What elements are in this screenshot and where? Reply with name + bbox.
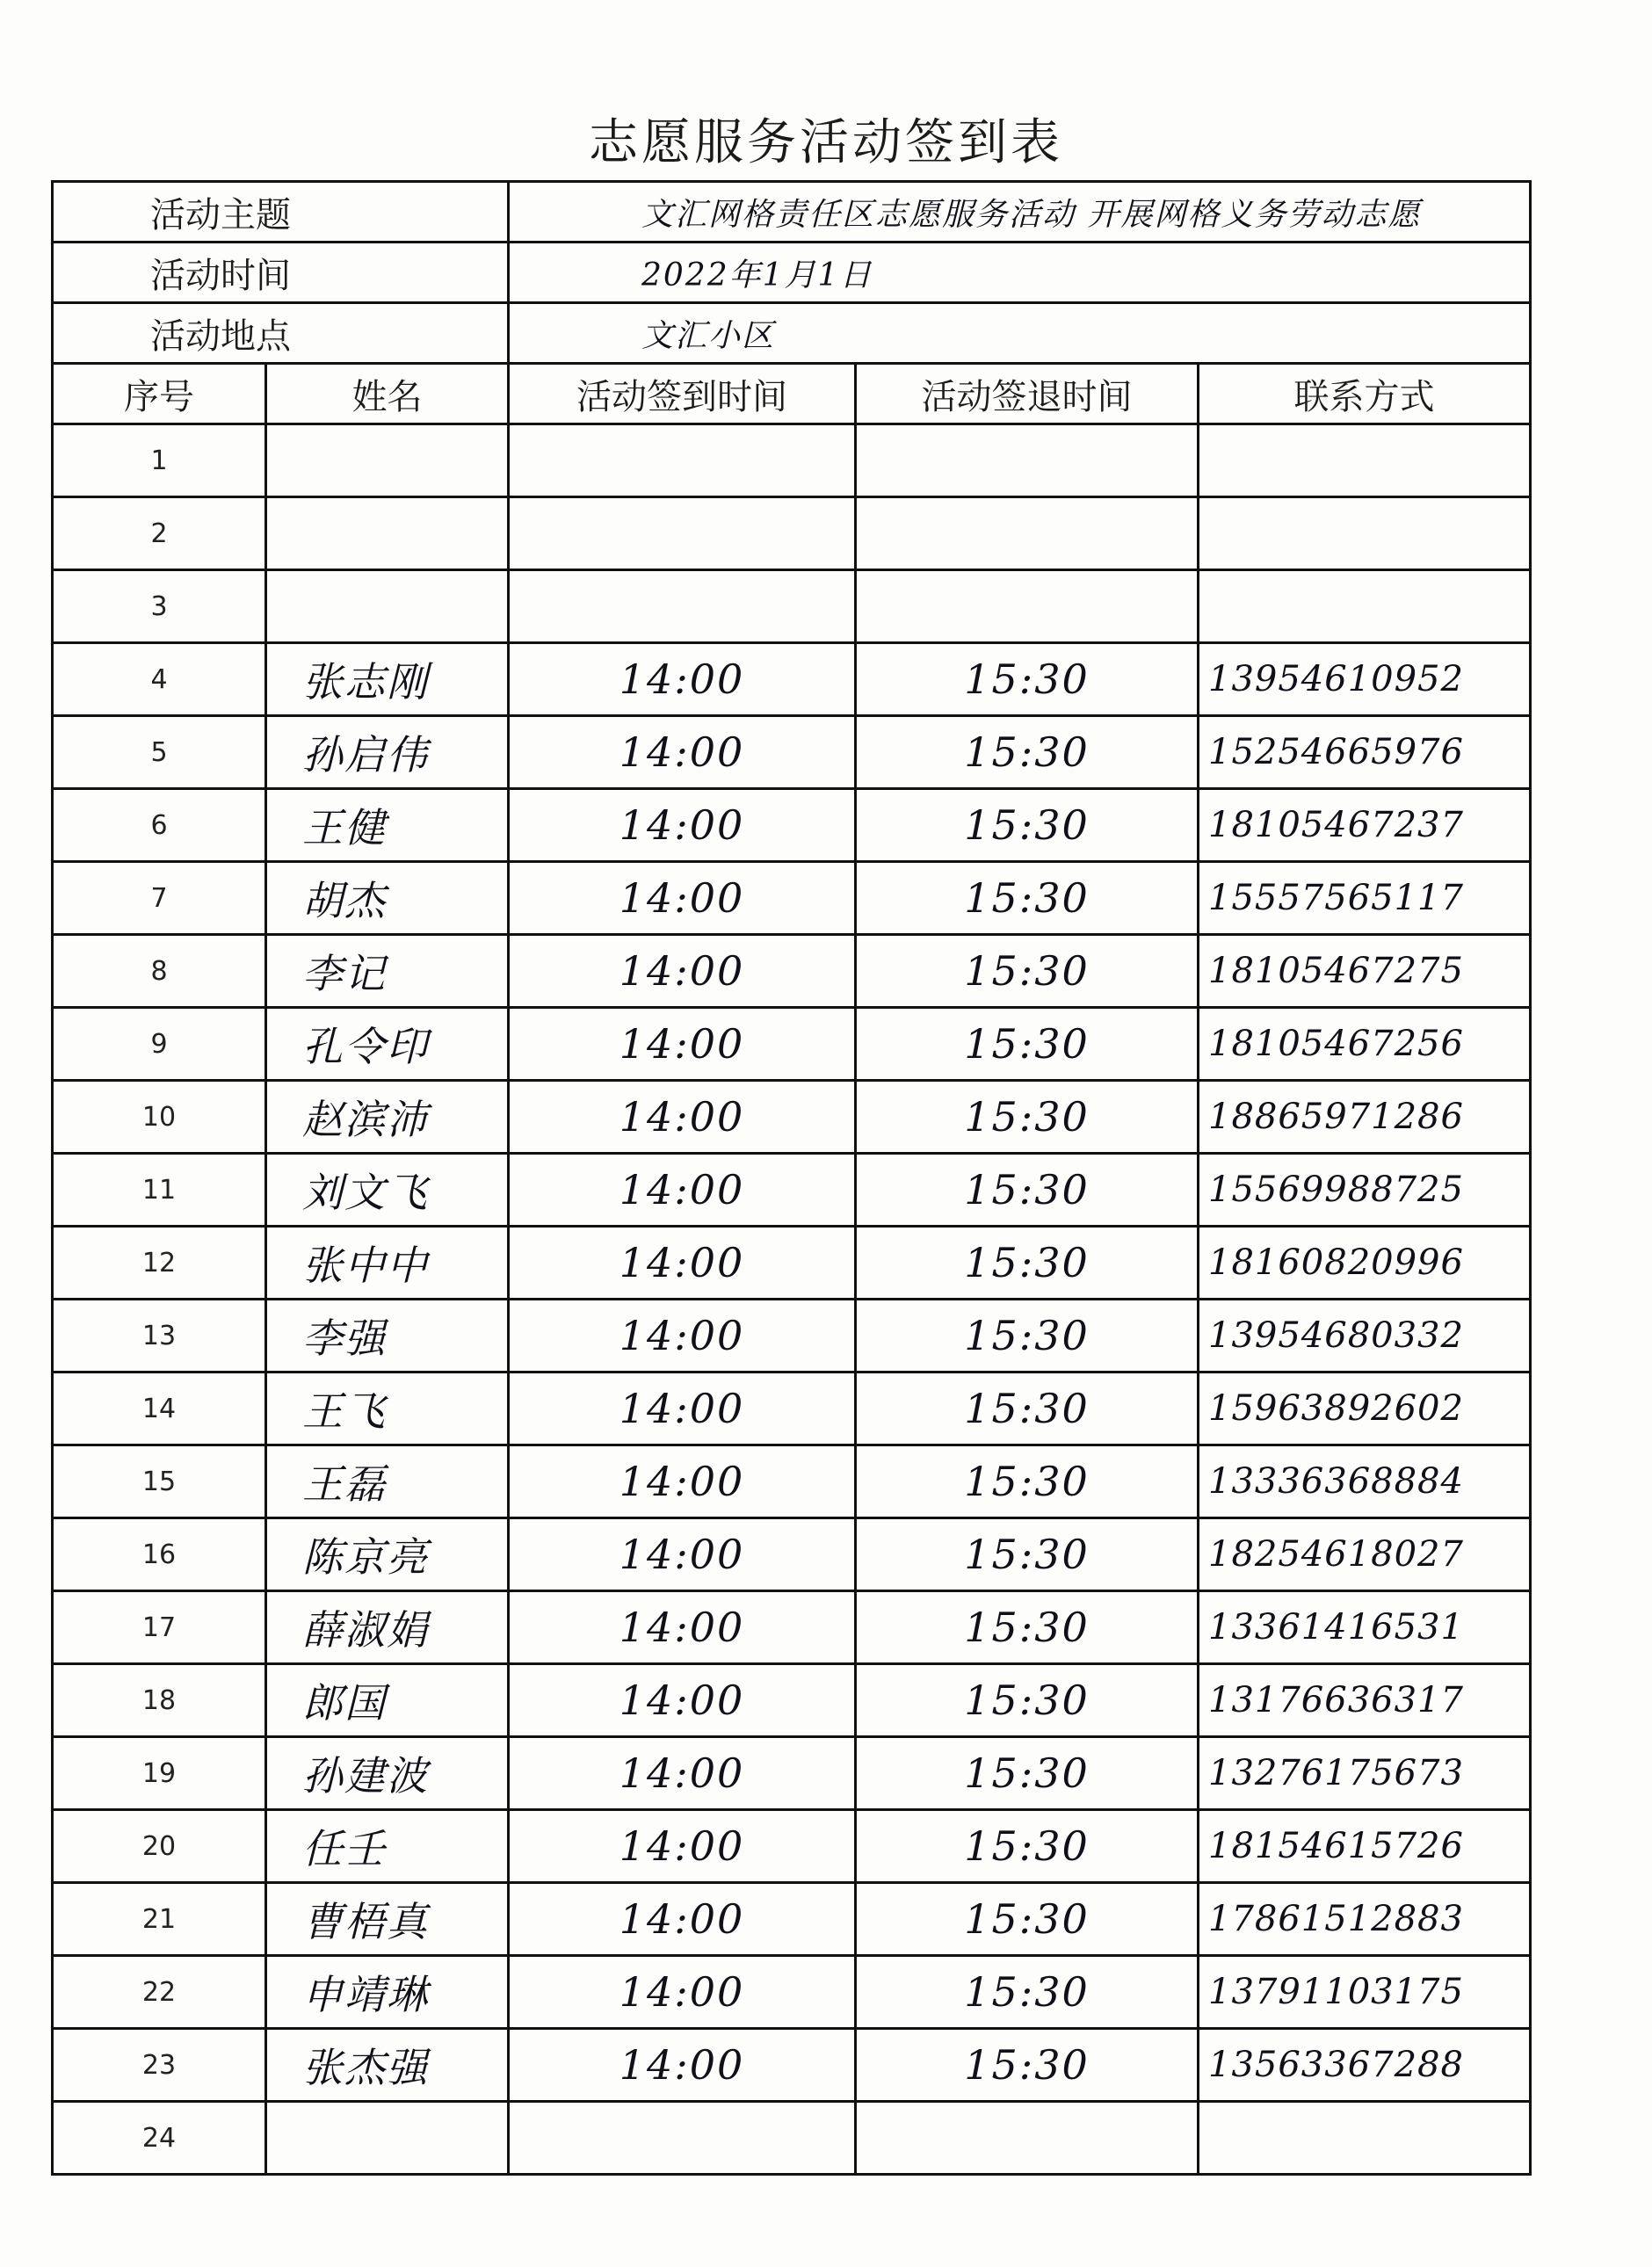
row-name: 张志刚 [266,643,509,716]
row-name: 王磊 [266,1445,509,1518]
row-name [266,424,509,497]
row-check-in: 14:00 [509,1154,856,1227]
row-check-in: 14:00 [509,862,856,935]
row-phone: 13791103175 [1199,1956,1531,2029]
row-check-in: 14:00 [509,1081,856,1154]
row-check-in: 14:00 [509,1445,856,1518]
row-phone: 18865971286 [1199,1081,1531,1154]
row-name: 孔令印 [266,1008,509,1081]
row-name: 赵滨沛 [266,1081,509,1154]
table-row [53,1154,1531,1227]
row-phone: 15963892602 [1199,1373,1531,1445]
row-seq: 8 [53,935,266,1008]
row-check-in: 14:00 [509,789,856,862]
row-name [266,2102,509,2175]
row-seq: 23 [53,2029,266,2102]
row-seq: 18 [53,1664,266,1737]
row-seq: 1 [53,424,266,497]
row-seq: 10 [53,1081,266,1154]
row-check-out [856,2102,1199,2175]
row-check-in [509,497,856,570]
table-row [53,1445,1531,1518]
row-check-out: 15:30 [856,1373,1199,1445]
sign-in-table [51,180,1532,2176]
row-phone: 15569988725 [1199,1154,1531,1227]
row-check-out: 15:30 [856,2029,1199,2102]
row-phone: 15254665976 [1199,716,1531,789]
info-label-theme: 活动主题 [53,182,509,243]
row-name: 孙建波 [266,1737,509,1810]
row-name: 王飞 [266,1373,509,1445]
row-seq: 12 [53,1227,266,1300]
row-check-out: 15:30 [856,1737,1199,1810]
row-seq: 14 [53,1373,266,1445]
row-check-out: 15:30 [856,935,1199,1008]
table-row [53,1081,1531,1154]
row-check-in: 14:00 [509,643,856,716]
row-check-out: 15:30 [856,1081,1199,1154]
row-phone [1199,570,1531,643]
row-name [266,570,509,643]
table-row [53,643,1531,716]
row-seq: 17 [53,1591,266,1664]
row-check-in [509,570,856,643]
row-name: 任壬 [266,1810,509,1883]
info-row-location [53,303,1531,364]
row-check-in: 14:00 [509,1300,856,1373]
row-check-out: 15:30 [856,1227,1199,1300]
table-row [53,935,1531,1008]
row-seq: 13 [53,1300,266,1373]
row-seq: 6 [53,789,266,862]
row-phone [1199,424,1531,497]
row-check-out: 15:30 [856,1445,1199,1518]
table-row [53,1664,1531,1737]
row-check-out: 15:30 [856,1591,1199,1664]
row-seq: 19 [53,1737,266,1810]
header-check-out: 活动签退时间 [856,364,1199,424]
row-check-out: 15:30 [856,1518,1199,1591]
row-name: 张杰强 [266,2029,509,2102]
info-value-theme: 文汇网格责任区志愿服务活动 开展网格义务劳动志愿 [509,182,1531,243]
row-phone: 13336368884 [1199,1445,1531,1518]
table-header-row [53,364,1531,424]
row-name: 王健 [266,789,509,862]
row-phone: 18105467275 [1199,935,1531,1008]
row-seq: 16 [53,1518,266,1591]
row-check-in: 14:00 [509,716,856,789]
info-value-time: 2022年1月1日 [509,243,1531,303]
row-check-out: 15:30 [856,1300,1199,1373]
row-seq: 9 [53,1008,266,1081]
table-row [53,497,1531,570]
table-row [53,2029,1531,2102]
table-row [53,789,1531,862]
row-check-out: 15:30 [856,862,1199,935]
header-name: 姓名 [266,364,509,424]
row-phone: 13361416531 [1199,1591,1531,1664]
table-row [53,1956,1531,2029]
info-value-location: 文汇小区 [509,303,1531,364]
row-phone: 13954680332 [1199,1300,1531,1373]
row-phone [1199,2102,1531,2175]
table-row [53,1810,1531,1883]
row-seq: 3 [53,570,266,643]
header-seq: 序号 [53,364,266,424]
row-check-in: 14:00 [509,935,856,1008]
row-check-out: 15:30 [856,1154,1199,1227]
table-row [53,1883,1531,1956]
row-check-in: 14:00 [509,1883,856,1956]
row-seq: 7 [53,862,266,935]
table-row [53,1300,1531,1373]
table-row [53,1227,1531,1300]
row-name [266,497,509,570]
row-phone: 13176636317 [1199,1664,1531,1737]
row-seq: 22 [53,1956,266,2029]
row-phone: 18254618027 [1199,1518,1531,1591]
row-check-out: 15:30 [856,1810,1199,1883]
row-check-out [856,497,1199,570]
row-name: 陈京亮 [266,1518,509,1591]
row-seq: 4 [53,643,266,716]
info-row-time [53,243,1531,303]
table-row [53,570,1531,643]
row-name: 郎国 [266,1664,509,1737]
info-row-theme [53,182,1531,243]
row-seq: 21 [53,1883,266,1956]
row-seq: 15 [53,1445,266,1518]
row-seq: 11 [53,1154,266,1227]
table-row [53,1008,1531,1081]
row-seq: 24 [53,2102,266,2175]
info-label-time: 活动时间 [53,243,509,303]
row-check-in: 14:00 [509,1664,856,1737]
row-seq: 20 [53,1810,266,1883]
row-name: 孙启伟 [266,716,509,789]
row-seq: 2 [53,497,266,570]
row-phone: 18105467237 [1199,789,1531,862]
row-phone: 17861512883 [1199,1883,1531,1956]
row-check-in: 14:00 [509,1227,856,1300]
table-row [53,862,1531,935]
row-phone: 18105467256 [1199,1008,1531,1081]
row-phone [1199,497,1531,570]
row-check-out: 15:30 [856,1883,1199,1956]
row-check-out: 15:30 [856,1008,1199,1081]
row-phone: 15557565117 [1199,862,1531,935]
table-row [53,1518,1531,1591]
row-check-in: 14:00 [509,2029,856,2102]
row-check-out: 15:30 [856,643,1199,716]
row-check-in: 14:00 [509,1956,856,2029]
table-row [53,1373,1531,1445]
table-row [53,1737,1531,1810]
row-check-in: 14:00 [509,1373,856,1445]
header-contact: 联系方式 [1199,364,1531,424]
row-check-out [856,424,1199,497]
row-name: 薛淑娟 [266,1591,509,1664]
row-name: 申靖琳 [266,1956,509,2029]
row-seq: 5 [53,716,266,789]
row-phone: 13563367288 [1199,2029,1531,2102]
row-phone: 13276175673 [1199,1737,1531,1810]
table-row [53,2102,1531,2175]
row-check-out: 15:30 [856,789,1199,862]
row-name: 刘文飞 [266,1154,509,1227]
row-check-in: 14:00 [509,1737,856,1810]
table-row [53,1591,1531,1664]
row-name: 曹梧真 [266,1883,509,1956]
header-check-in: 活动签到时间 [509,364,856,424]
row-check-in [509,2102,856,2175]
row-name: 张中中 [266,1227,509,1300]
row-name: 李记 [266,935,509,1008]
row-name: 胡杰 [266,862,509,935]
row-check-in: 14:00 [509,1518,856,1591]
row-phone: 18154615726 [1199,1810,1531,1883]
info-label-location: 活动地点 [53,303,509,364]
row-check-out: 15:30 [856,716,1199,789]
document-title: 志愿服务活动签到表 [589,114,1063,171]
row-check-out: 15:30 [856,1664,1199,1737]
table-row [53,424,1531,497]
row-check-in: 14:00 [509,1591,856,1664]
row-check-out [856,570,1199,643]
row-check-in: 14:00 [509,1008,856,1081]
row-name: 李强 [266,1300,509,1373]
row-check-out: 15:30 [856,1956,1199,2029]
row-phone: 13954610952 [1199,643,1531,716]
row-check-in [509,424,856,497]
row-check-in: 14:00 [509,1810,856,1883]
table-row [53,716,1531,789]
row-phone: 18160820996 [1199,1227,1531,1300]
